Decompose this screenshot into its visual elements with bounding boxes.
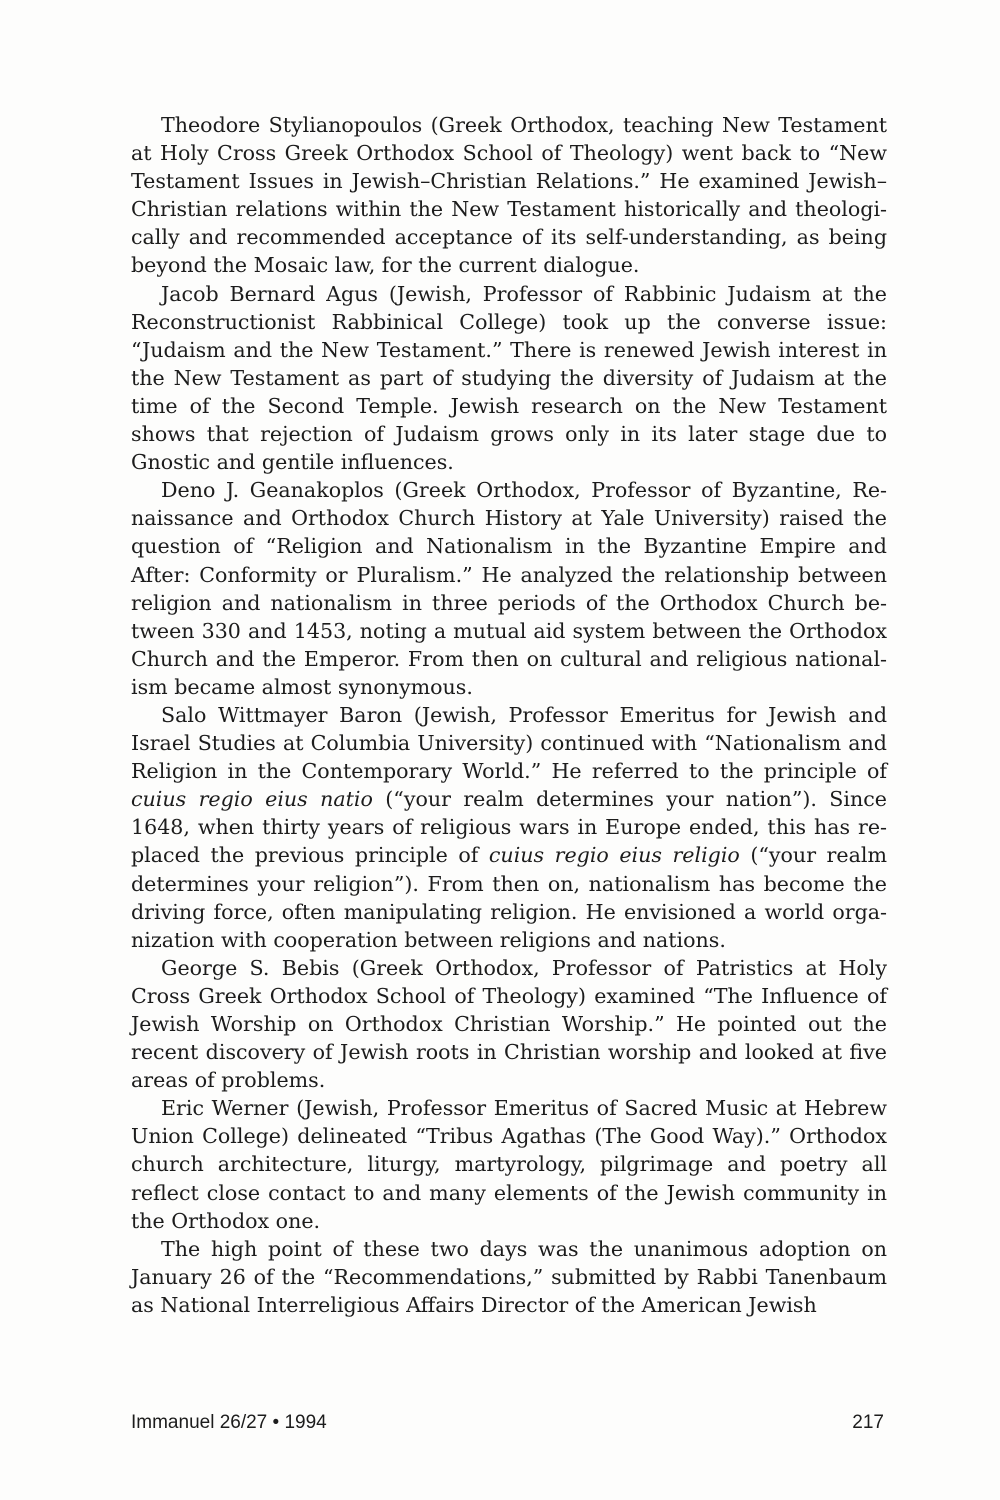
page-number: 217 bbox=[852, 1412, 884, 1433]
paragraph-bebis bbox=[131, 954, 887, 1094]
paragraph-agus bbox=[131, 280, 887, 477]
paragraph-stylianopoulos bbox=[131, 111, 887, 280]
paragraph-geanakoplos bbox=[131, 476, 887, 701]
paragraph-werner bbox=[131, 1094, 887, 1234]
latin-phrase-religio: cuius regio eius religio bbox=[488, 843, 740, 868]
paragraph-text: (“your realm determines your religion”). From then on, nationalism has become the driving force, often manipulating religion. He envisioned a world organization with cooperation between religions and nations. bbox=[131, 843, 887, 952]
paragraph-text: The high point of these two days was the unanimous adoption on January 26 of the “Recommendations,” submitted by Rabbi Tanenbaum as National Interreligious Affairs Director of the American Jewish bbox=[131, 1236, 887, 1317]
paragraph-recommendations bbox=[131, 1235, 887, 1319]
paragraph-text: Theodore Stylianopoulos (Greek Orthodox, teaching New Testament at Holy Cross Greek Orthodox School of Theology) went back to “New Testament Issues in Jewish–Christian Relations.” He examined Jewish–Christian relations within the New Testament historically and theologically and recommended acceptance of its self-understanding, as being beyond the Mosaic law, for the current dialogue. bbox=[131, 113, 887, 278]
latin-phrase-natio: cuius regio eius natio bbox=[131, 787, 373, 812]
paragraph-text: Salo Wittmayer Baron (Jewish, Professor Emeritus for Jewish and Israel Studies at Columbia University) continued with “Nationalism and Religion in the Contemporary World.” He referred to the principle of bbox=[131, 702, 887, 784]
paragraph-text: George S. Bebis (Greek Orthodox, Professor of Patristics at Holy Cross Greek Orthodox School of Theology) examined “The Influence of Jewish Worship on Orthodox Christian Worship.” He pointed out the recent discovery of Jewish roots in Christian worship and looked at five areas of problems. bbox=[131, 955, 887, 1093]
paragraph-text: Deno J. Geanakoplos (Greek Orthodox, Professor of Byzantine, Renaissance and Orthodox Church History at Yale University) raised the question of “Religion and Nationalism in the Byzantine Empire and After: Conformity or Pluralism.” He analyzed the relationship between religion and nationalism in three periods of the Orthodox Church between 330 and 1453, noting a mutual aid system between the Orthodox Church and the Emperor. From then on cultural and religious nationalism became almost synonymous. bbox=[131, 478, 887, 699]
paragraph-baron bbox=[131, 701, 887, 954]
journal-citation: Immanuel 26/27 • 1994 bbox=[131, 1412, 327, 1433]
paragraph-text: Eric Werner (Jewish, Professor Emeritus of Sacred Music at Hebrew Union College) delineated “Tribus Agathas (The Good Way).” Orthodox church architecture, liturgy, martyrology, pilgrimage and poetry all reflect close contact to and many elements of the Jewish community in the Orthodox one. bbox=[131, 1096, 887, 1233]
paragraph-text: (“your realm determines your nation”). Since 1648, when thirty years of religious wars in Europe ended, this has replaced the previous principle of bbox=[131, 787, 887, 868]
paragraph-text: Jacob Bernard Agus (Jewish, Professor of Rabbinic Judaism at the Reconstructionist Rabbinical College) took up the converse issue: “Judaism and the New Testament.” There is renewed Jewish interest in the New Testament as part of studying the diversity of Judaism at the time of the Second Temple. Jewish research on the New Testament shows that rejection of Judaism grows only in its later stage due to Gnostic and gentile influences. bbox=[131, 281, 887, 475]
body-text bbox=[131, 111, 887, 1319]
